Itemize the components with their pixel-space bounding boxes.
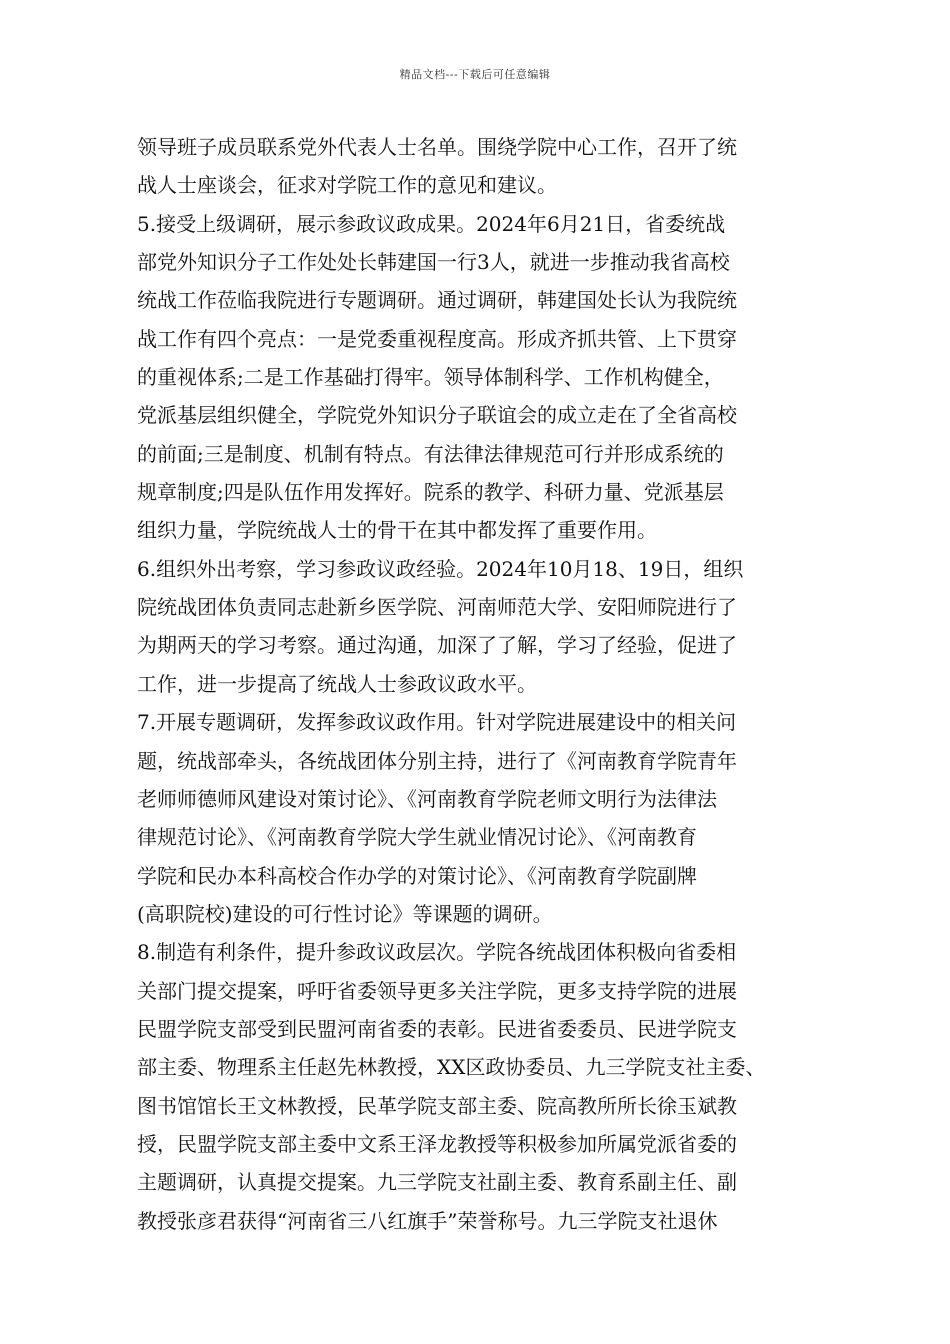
- text-line: 7.开展专题调研，发挥参政议政作用。针对学院进展建设中的相关问: [137, 710, 737, 735]
- text-line: 关部门提交提案，呼吁省委领导更多关注学院，更多支持学院的进展: [137, 978, 737, 1003]
- text-line: 学院和民办本科高校合作办学的对策讨论》、《河南教育学院副牌: [137, 863, 697, 888]
- text-line: 战人士座谈会，征求对学院工作的意见和建议。: [137, 173, 557, 198]
- document-body: [137, 128, 827, 1240]
- text-line: 图书馆馆长王文林教授，民革学院支部主委、院高教所所长徐玉斌教: [137, 1093, 737, 1118]
- text-line: 院统战团体负责同志赴新乡医学院、河南师范大学、安阳师院进行了: [137, 595, 737, 620]
- text-line: 部党外知识分子工作处处长韩建国一行3人，就进一步推动我省高校: [137, 250, 730, 275]
- text-line: 5.接受上级调研，展示参政议政成果。2024年6月21日，省委统战: [137, 211, 726, 236]
- text-line: 律规范讨论》、《河南教育学院大学生就业情况讨论》、《河南教育: [137, 825, 697, 850]
- text-line: 组织力量，学院统战人士的骨干在其中都发挥了重要作用。: [137, 518, 657, 543]
- text-line: 领导班子成员联系党外代表人士名单。围绕学院中心工作，召开了统: [137, 135, 737, 159]
- text-line: 党派基层组织健全，学院党外知识分子联谊会的成立走在了全省高校: [137, 403, 737, 428]
- text-line: 老师师德师风建设对策讨论》、《河南教育学院老师文明行为法律法: [137, 786, 717, 811]
- text-line: 授，民盟学院支部主委中文系王泽龙教授等积极参加所属党派省委的: [137, 1131, 737, 1156]
- text-line: 主题调研，认真提交提案。九三学院支社副主委、教育系副主任、副: [137, 1170, 737, 1195]
- text-line: 6.组织外出考察，学习参政议政经验。2024年10月18、19日，组织: [137, 556, 744, 581]
- text-line: 规章制度;四是队伍作用发挥好。院系的教学、科研力量、党派基层: [137, 480, 724, 505]
- text-line: 工作，进一步提高了统战人士参政议政水平。: [137, 671, 537, 696]
- text-line: 统战工作莅临我院进行专题调研。通过调研，韩建国处长认为我院统: [137, 288, 737, 313]
- text-line: 的前面;三是制度、机制有特点。有法律法律规范可行并形成系统的: [137, 441, 724, 466]
- text-line: 的重视体系;二是工作基础打得牢。领导体制科学、工作机构健全，: [137, 365, 724, 390]
- text-line: 部主委、物理系主任赵先林教授，XX区政协委员、九三学院支社主委、: [137, 1055, 766, 1080]
- text-line: (高职院校)建设的可行性讨论》等课题的调研。: [137, 901, 553, 926]
- text-line: 为期两天的学习考察。通过沟通，加深了了解，学习了经验，促进了: [137, 633, 737, 658]
- text-line: 战工作有四个亮点：一是党委重视程度高。形成齐抓共管、上下贯穿: [137, 326, 737, 351]
- text-line: 题，统战部牵头，各统战团体分别主持，进行了《河南教育学院青年: [137, 748, 737, 773]
- text-line: 教授张彦君获得“河南省三八红旗手”荣誉称号。九三学院支社退休: [137, 1208, 718, 1233]
- page-header: 精品文档---下载后可任意编辑: [399, 68, 551, 81]
- text-line: 民盟学院支部受到民盟河南省委的表彰。民进省委委员、民进学院支: [137, 1016, 737, 1041]
- text-line: 8.制造有利条件，提升参政议政层次。学院各统战团体积极向省委相: [137, 940, 737, 965]
